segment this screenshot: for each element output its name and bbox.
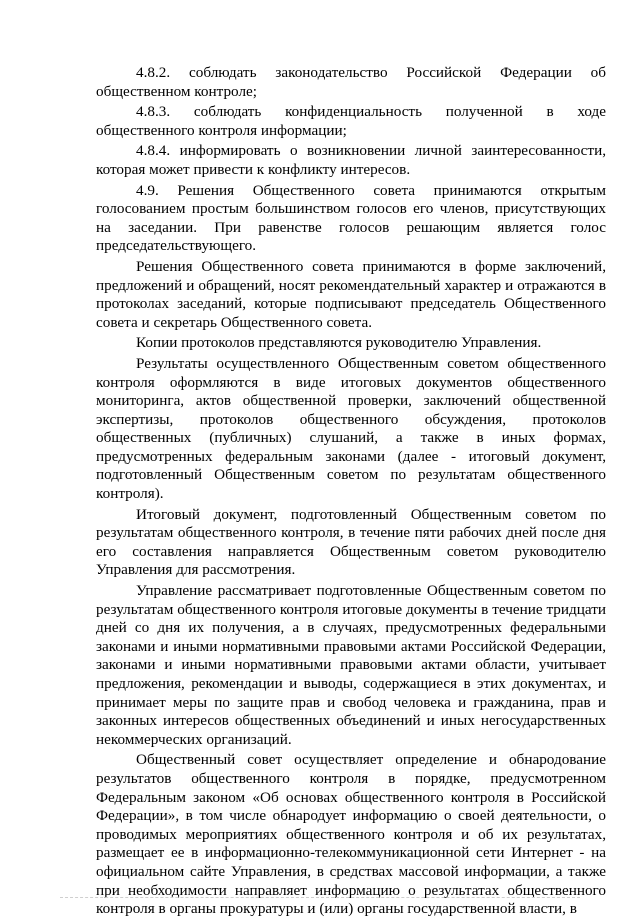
paragraph-final-document: Итоговый документ, подготовленный Общественным советом по результатам общественного контроля, в течение пяти рабочих дней после дня его составления направляется Общественным советом руководителю Управления для рассмотрения. [96, 505, 606, 579]
paragraph-publication: Общественный совет осуществляет определение и обнародование результатов общественного контроля в порядке, предусмотренном Федеральным законом «Об основах общественного контроля в Российской Федерации», в том числе обнародует информацию о своей деятельности, о проводимых мероприятиях общественного контроля и об их результатах, размещает ее в информационно-телекоммуникационной сети Интернет - на официальном сайте Управления, в средствах массовой информации, а также при необходимости направляет информацию о результатах общественного контроля в органы прокуратуры и (или) органы государственной власти, в [96, 751, 606, 918]
page-bottom-divider [60, 897, 580, 898]
clause-4-8-2: 4.8.2. соблюдать законодательство Российской Федерации об общественном контроле; [96, 64, 606, 100]
paragraph-administration-review: Управление рассматривает подготовленные Общественным советом по результатам общественного контроля итоговые документы в течение тридцати дней со дня их получения, а в случаях, предусмотренных федеральными законами и иными нормативными правовыми актами Российской Федерации, законами и иными нормативными правовыми актами области, учитывает предложения, рекомендации и выводы, содержащиеся в этих документах, и принимает меры по защите прав и свобод человека и гражданина, прав и законных интересов общественных объединений и иных негосударственных некоммерческих организаций. [96, 582, 606, 748]
clause-4-8-3: 4.8.3. соблюдать конфиденциальность полученной в ходе общественного контроля информации; [96, 103, 606, 139]
document-body [96, 64, 606, 919]
paragraph-control-results: Результаты осуществленного Общественным советом общественного контроля оформляются в виде итоговых документов общественного мониторинга, актов общественной проверки, заключений общественной экспертизы, протоколов общественного обсуждения, протоколов общественных (публичных) слушаний, а также в иных формах, предусмотренных федеральным законами (далее - итоговый документ, подготовленный Общественным советом по результатам общественного контроля). [96, 354, 606, 503]
paragraph-decisions-form: Решения Общественного совета принимаются в форме заключений, предложений и обращений, носят рекомендательный характер и отражаются в протоколах заседаний, которые подписывают председатель Общественного совета и секретарь Общественного совета. [96, 257, 606, 331]
clause-4-9: 4.9. Решения Общественного совета принимаются открытым голосованием простым большинством голосов его членов, присутствующих на заседании. При равенстве голосов решающим является голос председательствующего. [96, 181, 606, 255]
paragraph-protocol-copies: Копии протоколов представляются руководителю Управления. [136, 334, 542, 352]
clause-4-8-4: 4.8.4. информировать о возникновении личной заинтересованности, которая может привести к конфликту интересов. [96, 142, 606, 178]
